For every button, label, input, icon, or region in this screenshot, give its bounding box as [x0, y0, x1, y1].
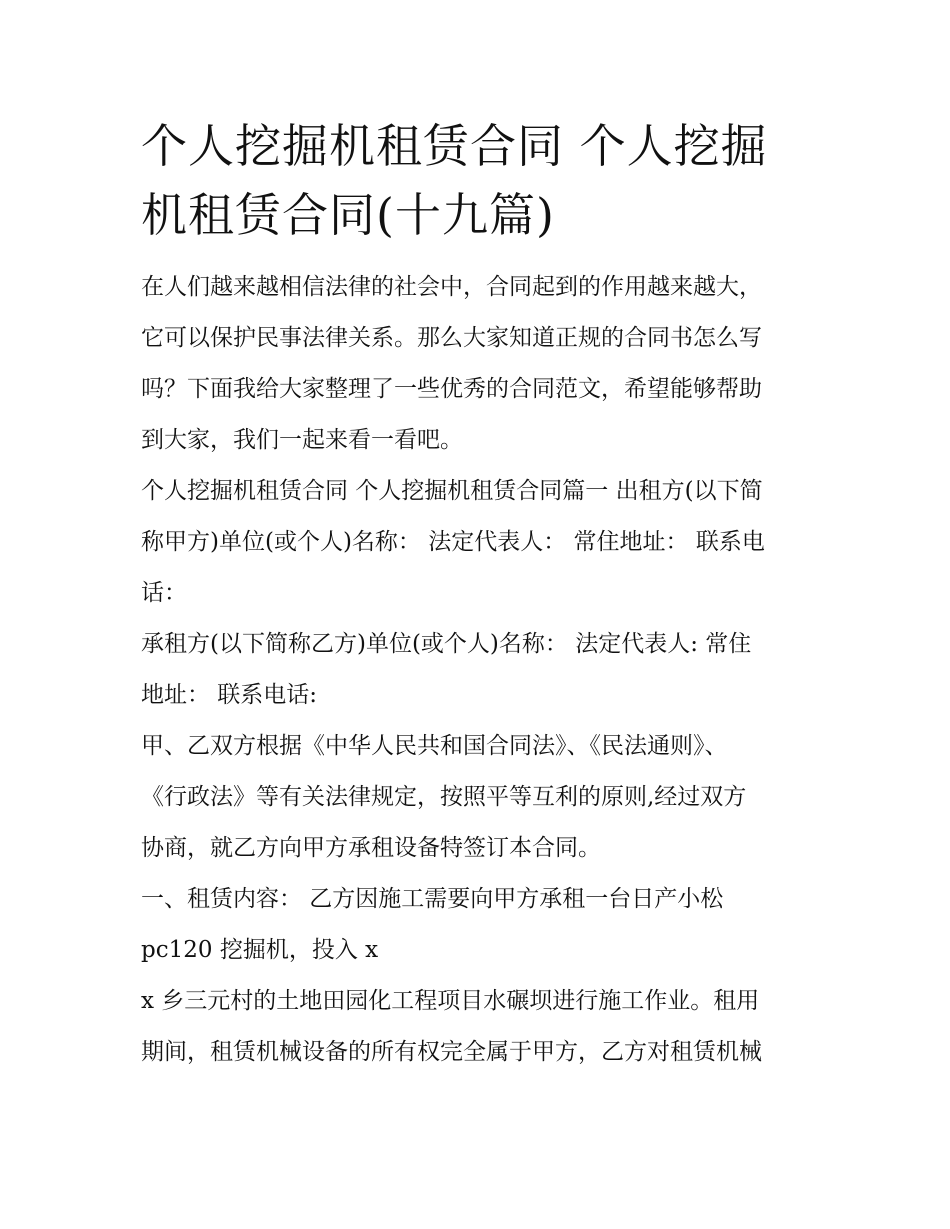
project-paragraph [141, 976, 813, 1078]
lessee-paragraph [141, 619, 813, 721]
title-line: 机租赁合同(十九篇) [141, 188, 555, 242]
document-title [141, 112, 813, 250]
lease-content-paragraph [141, 874, 813, 976]
text-line: 《行政法》等有关法律规定，按照平等互利的原则,经过双方 [141, 784, 747, 810]
text-line: 期间，租赁机械设备的所有权完全属于甲方，乙方对租赁机械 [141, 1039, 762, 1065]
text-line: 协商，就乙方向甲方承租设备特签订本合同。 [141, 835, 601, 861]
title-line: 个人挖掘机租赁合同 个人挖掘 [141, 119, 768, 173]
text-line: 个人挖掘机租赁合同 个人挖掘机租赁合同篇一 出租方(以下简 [141, 478, 763, 504]
text-line: 地址： 联系电话: [141, 682, 318, 708]
text-line: 甲、乙双方根据《中华人民共和国合同法》、《民法通则》、 [141, 733, 728, 759]
legal-basis-paragraph [141, 721, 813, 874]
text-line: 承租方(以下简称乙方)单位(或个人)名称： 法定代表人: 常住 [141, 631, 752, 657]
text-line: 到大家，我们一起来看一看吧。 [141, 427, 463, 453]
text-line: 话： [141, 580, 187, 606]
text-line: 它可以保护民事法律关系。那么大家知道正规的合同书怎么写 [141, 325, 762, 351]
text-line: 称甲方)单位(或个人)名称： 法定代表人： 常住地址： 联系电 [141, 529, 765, 555]
document-page [141, 112, 813, 1078]
text-line: 吗？下面我给大家整理了一些优秀的合同范文，希望能够帮助 [141, 376, 762, 402]
intro-paragraph [141, 262, 813, 466]
lessor-paragraph [141, 466, 813, 619]
text-line: 一、租赁内容： 乙方因施工需要向甲方承租一台日产小松 [141, 886, 724, 912]
text-line: 在人们越来越相信法律的社会中，合同起到的作用越来越大， [141, 274, 762, 300]
text-line: pc120 挖掘机，投入 x [141, 937, 379, 963]
text-line: x 乡三元村的土地田园化工程项目水碾坝进行施工作业。租用 [141, 988, 760, 1014]
